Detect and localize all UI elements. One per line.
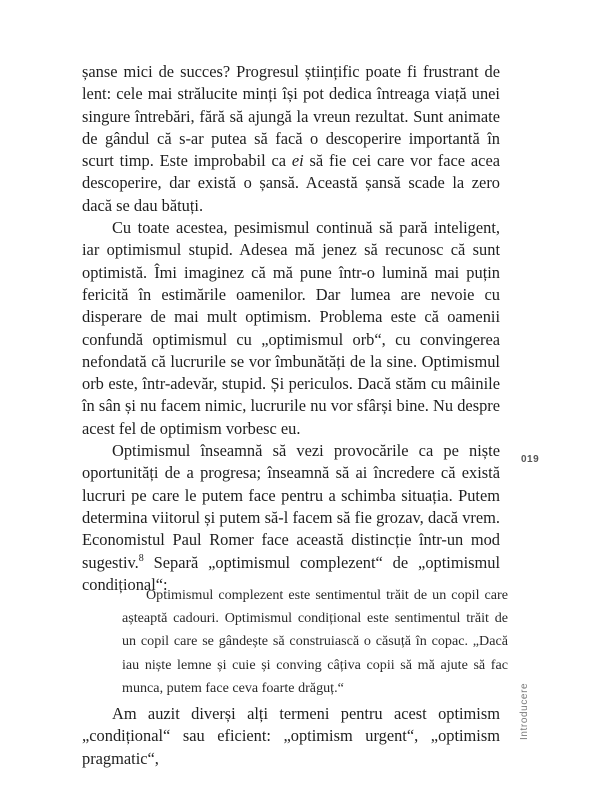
block-quote [122, 584, 508, 700]
emphasis-ei: ei [291, 151, 304, 171]
paragraph-2: Cu toate acestea, pesimismul continuă să pară inteligent, iar optimismul stupid. Adesea mă jenez să recunosc că sunt optimistă. Îmi imaginez că mă pune într-o lumină mai puțin fericită în estimările oamenilor. Dar lumea are nevoie cu disperare de mai mult optimism. Problema este că oamenii confundă optimismul cu „optimismul orb“, cu convingerea nefondată că lucrurile se vor îmbunătăți de la sine. Optimismul orb este, într-adevăr, stupid. Și periculos. Dacă stăm cu mâinile în sân și nu facem nimic, lucrurile nu vor sfârși bine. Nu despre acest fel de optimism vorbesc eu. [82, 218, 500, 438]
quote-text: Optimismul complezent este sentimentul trăit de un copil care așteaptă cadouri. Optimismul condițional este sentimentul trăit de un copil care se gândește să construiască o căsuță în copac. „Dacă iau niște lemne și cuie și conving câțiva copii să mă ajute să fac munca, putem face ceva foarte drăguț.“ [122, 587, 508, 696]
page-number: 019 [521, 454, 540, 465]
footnote-marker: 8 [138, 552, 144, 564]
paragraph-3: Optimismul înseamnă să vezi provocările ca pe niște oportunități de a progresa; înseamnă să ai încredere că există lucruri pe care le putem face pentru a schimba situația. Putem determina viitorul și putem să-l facem să fie grozav, dacă vrem. Economistul Paul Romer face această distincție într-un mod sugestiv.$^8$ Separă „optimismul complezent“ de „optimismul condițional“: [82, 441, 500, 594]
running-head: Introducere [519, 682, 530, 740]
continuation-text [82, 703, 500, 770]
paragraph-1: șanse mici de succes? Progresul științific poate fi frustrant de lent: cele mai strălucite minți își pot dedica întreaga viață unei singure întrebări, fără să ajungă la vreun rezultat. Sunt animate de gândul că s-ar putea să facă o descoperire importantă în scurt timp. Este improbabil ca ei să fie cei care vor face acea descoperire, dar există o șansă. Această șansă scade la zero dacă se dau bătuți. [82, 62, 500, 215]
main-text [82, 61, 500, 596]
paragraph-4: Am auzit diverși alți termeni pentru acest optimism „condițional“ sau eficient: „optimism urgent“, „optimism pragmatic“, [82, 704, 500, 768]
